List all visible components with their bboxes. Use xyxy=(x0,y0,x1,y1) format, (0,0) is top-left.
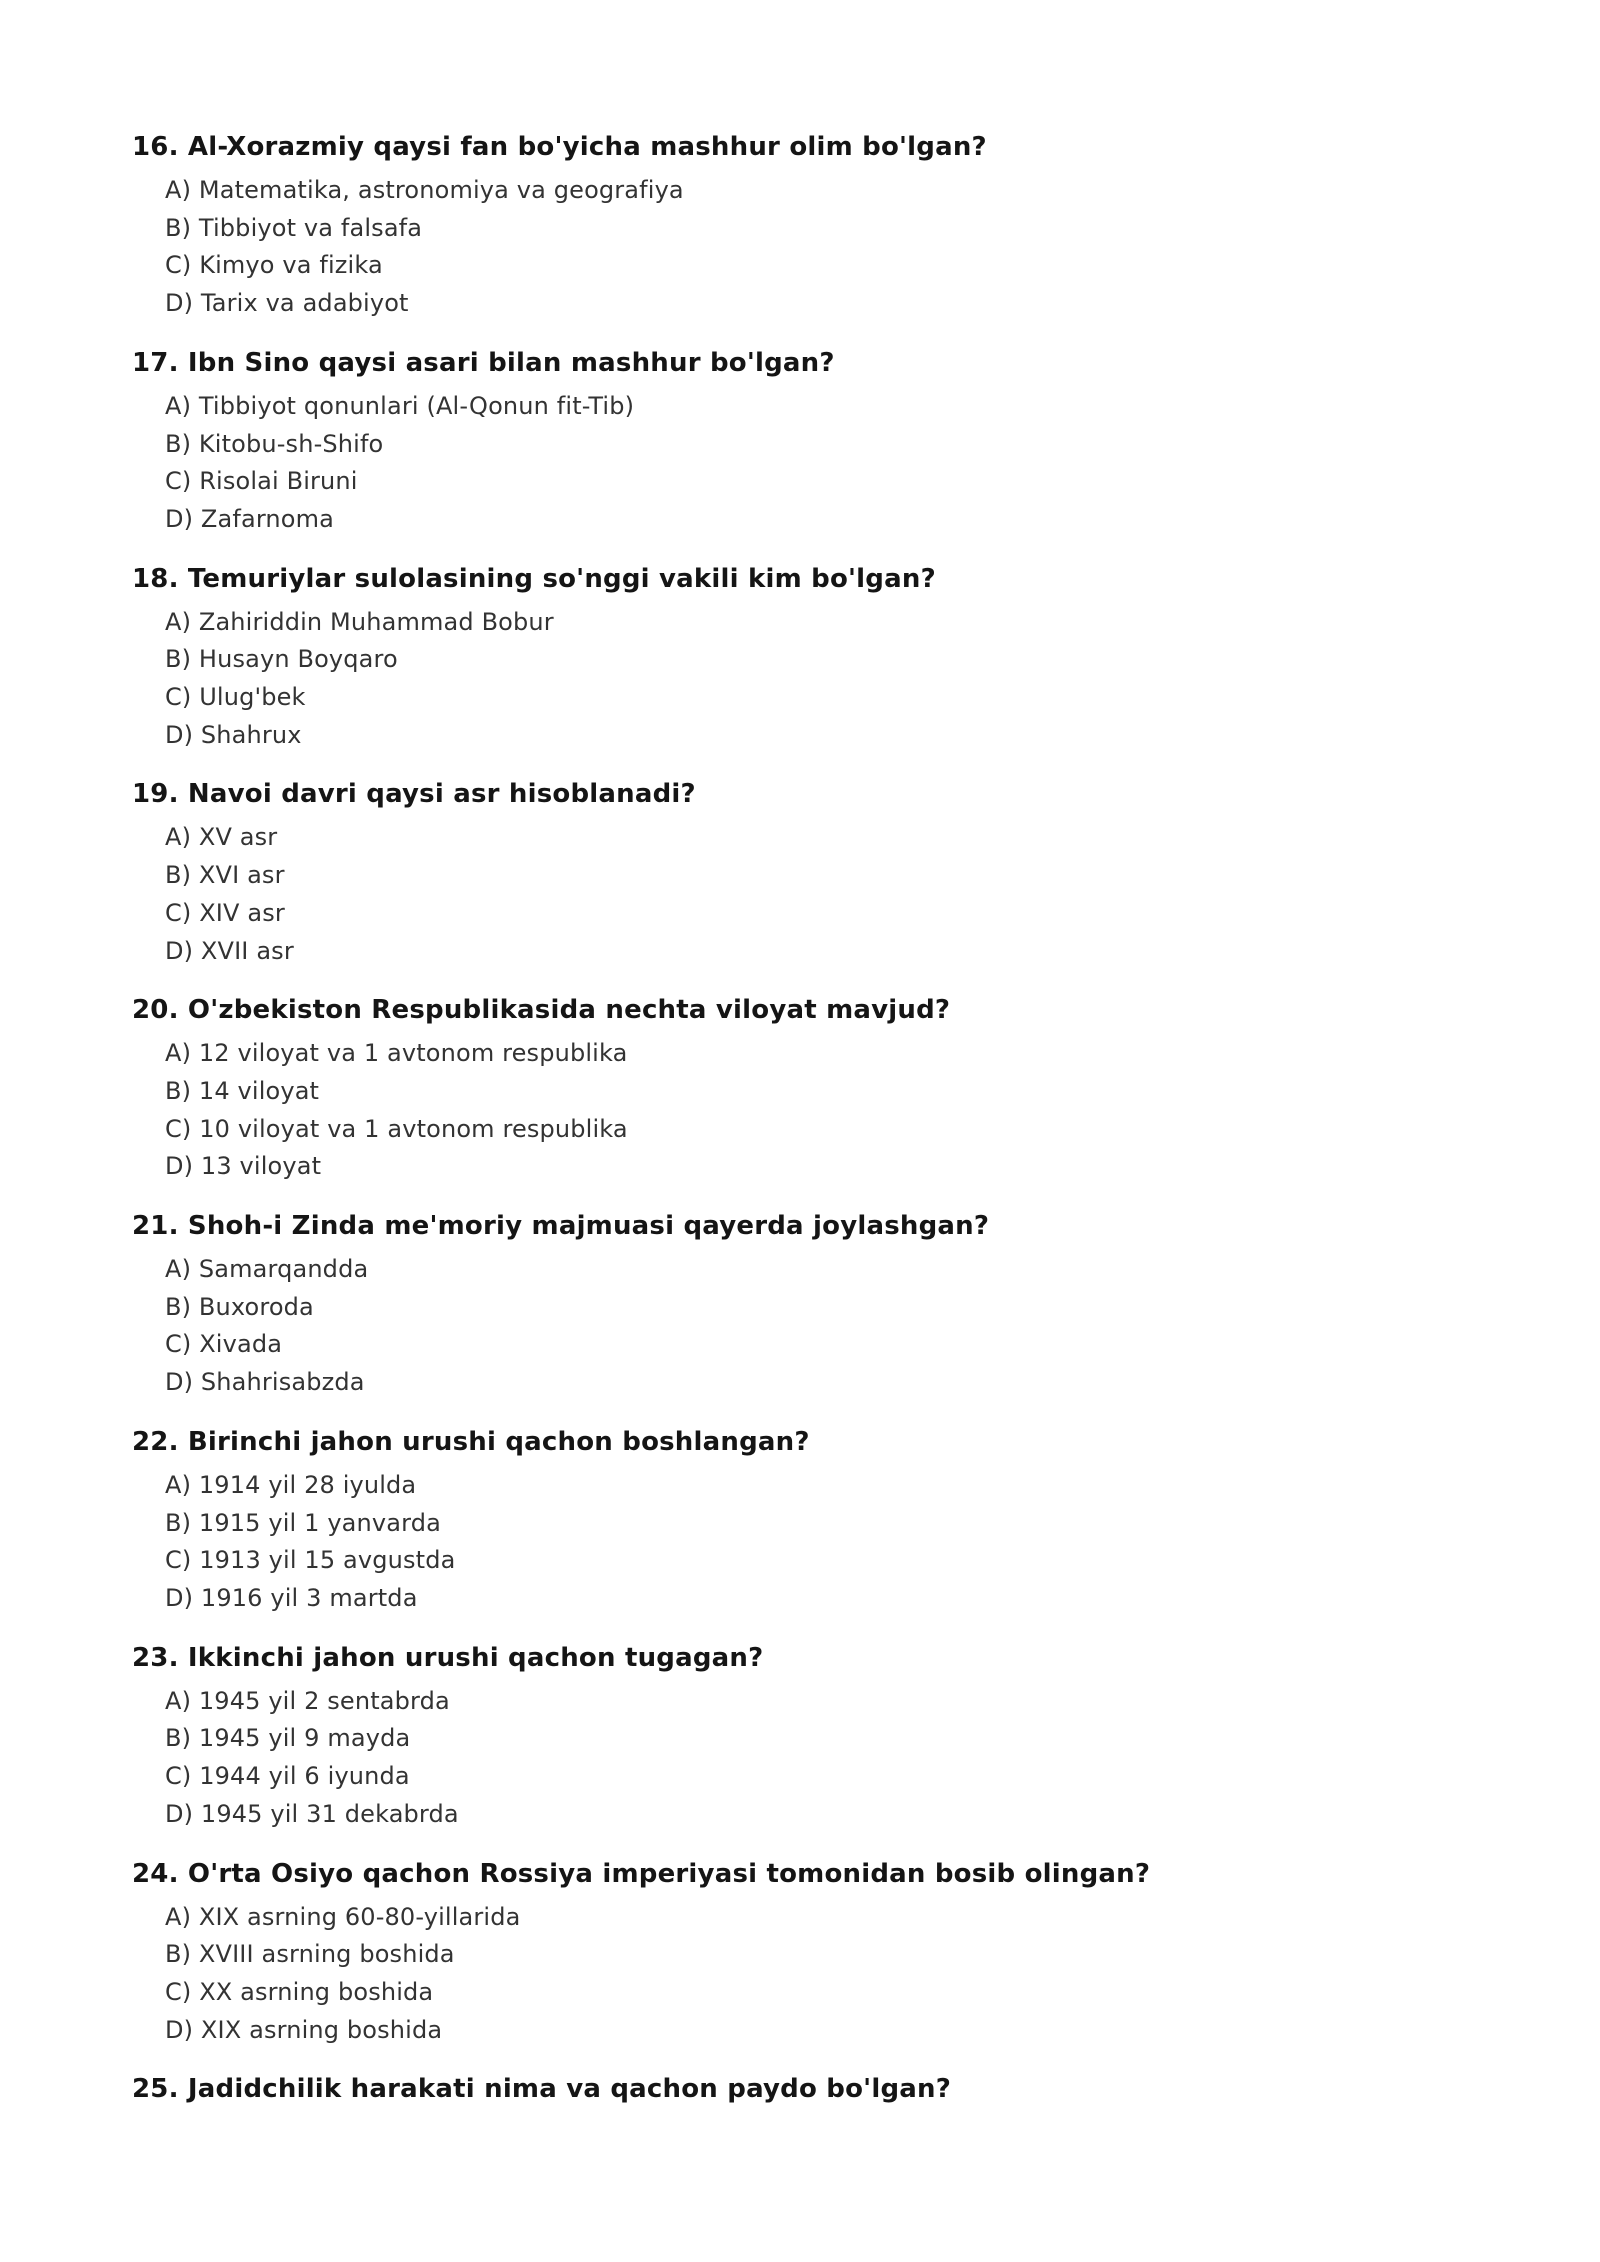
answer-options xyxy=(132,1035,1512,1186)
answer-option: A) Samarqandda xyxy=(165,1255,369,1284)
question-text: 24. O'rta Osiyo qachon Rossiya imperiyasi tomonidan bosib olingan? xyxy=(132,1858,1151,1889)
answer-option: C) Ulug'bek xyxy=(165,683,306,712)
question-text: 21. Shoh-i Zinda me'moriy majmuasi qayerda joylashgan? xyxy=(132,1211,990,1242)
question-block xyxy=(132,342,1512,539)
answer-option: A) 12 viloyat va 1 avtonom respublika xyxy=(165,1039,628,1068)
answer-option: D) 1945 yil 31 dekabrda xyxy=(165,1799,459,1828)
answer-options xyxy=(132,1251,1512,1402)
answer-option: C) Risolai Biruni xyxy=(165,467,358,496)
answer-option: B) XVI asr xyxy=(165,861,285,890)
answer-options xyxy=(132,1683,1512,1834)
question-text: 25. Jadidchilik harakati nima va qachon paydo bo'lgan? xyxy=(132,2074,951,2105)
answer-option: A) XIX asrning 60-80-yillarida xyxy=(165,1902,521,1931)
answer-option: C) 1913 yil 15 avgustda xyxy=(165,1546,456,1575)
answer-options xyxy=(132,1899,1512,2050)
answer-options xyxy=(132,1467,1512,1618)
question-block xyxy=(132,1421,1512,1618)
answer-option: D) Shahrux xyxy=(165,720,302,749)
question-block xyxy=(132,1205,1512,1402)
answer-option: A) 1914 yil 28 iyulda xyxy=(165,1470,417,1499)
answer-option: C) XX asrning boshida xyxy=(165,1977,434,2006)
answer-option: A) 1945 yil 2 sentabrda xyxy=(165,1686,450,1715)
answer-option: D) XVII asr xyxy=(165,936,294,965)
answer-option: D) XIX asrning boshida xyxy=(165,2015,443,2044)
answer-options xyxy=(132,604,1512,755)
question-block xyxy=(132,773,1512,970)
answer-option: C) 10 viloyat va 1 avtonom respublika xyxy=(165,1114,628,1143)
answer-option: D) 13 viloyat xyxy=(165,1152,322,1181)
answer-option: D) Tarix va adabiyot xyxy=(165,289,409,318)
answer-option: A) Zahiriddin Muhammad Bobur xyxy=(165,607,554,636)
question-text: 22. Birinchi jahon urushi qachon boshlangan? xyxy=(132,1426,810,1457)
answer-option: A) Matematika, astronomiya va geografiya xyxy=(165,176,684,204)
answer-option: B) 1945 yil 9 mayda xyxy=(165,1724,411,1753)
question-block xyxy=(132,989,1512,1186)
question-text: 23. Ikkinchi jahon urushi qachon tugagan? xyxy=(132,1642,764,1673)
answer-option: B) 14 viloyat xyxy=(165,1076,320,1105)
answer-option: D) Shahrisabzda xyxy=(165,1368,365,1397)
question-text: 20. O'zbekiston Respublikasida nechta viloyat mavjud? xyxy=(132,995,951,1026)
question-block xyxy=(132,1853,1512,2050)
answer-options xyxy=(132,388,1512,539)
answer-option: D) Zafarnoma xyxy=(165,504,335,533)
quiz-page xyxy=(132,126,1512,2129)
answer-option: C) Xivada xyxy=(165,1330,283,1359)
answer-option: A) Tibbiyot qonunlari (Al-Qonun fit-Tib) xyxy=(165,391,635,420)
answer-option: D) 1916 yil 3 martda xyxy=(165,1583,418,1612)
question-block xyxy=(132,2068,1512,2110)
answer-option: B) Kitobu-sh-Shifo xyxy=(165,429,384,458)
answer-option: A) XV asr xyxy=(165,823,278,852)
answer-option: C) 1944 yil 6 iyunda xyxy=(165,1762,410,1791)
answer-option: B) Tibbiyot va falsafa xyxy=(165,213,423,242)
question-text: 19. Navoi davri qaysi asr hisoblanadi? xyxy=(132,779,696,810)
answer-option: B) Buxoroda xyxy=(165,1292,314,1321)
answer-option: C) Kimyo va fizika xyxy=(165,251,383,280)
question-block xyxy=(132,558,1512,755)
question-block xyxy=(132,1637,1512,1834)
answer-option: B) XVIII asrning boshida xyxy=(165,1940,455,1969)
answer-options xyxy=(132,172,1512,323)
answer-options xyxy=(132,819,1512,970)
question-block xyxy=(132,126,1512,323)
question-text: 17. Ibn Sino qaysi asari bilan mashhur bo'lgan? xyxy=(132,347,835,378)
answer-option: C) XIV asr xyxy=(165,898,285,927)
answer-option: B) 1915 yil 1 yanvarda xyxy=(165,1508,441,1537)
answer-option: B) Husayn Boyqaro xyxy=(165,645,398,674)
question-text: 16. Al-Xorazmiy qaysi fan bo'yicha mashhur olim bo'lgan? xyxy=(132,132,987,162)
question-text: 18. Temuriylar sulolasining so'nggi vakili kim bo'lgan? xyxy=(132,563,936,594)
